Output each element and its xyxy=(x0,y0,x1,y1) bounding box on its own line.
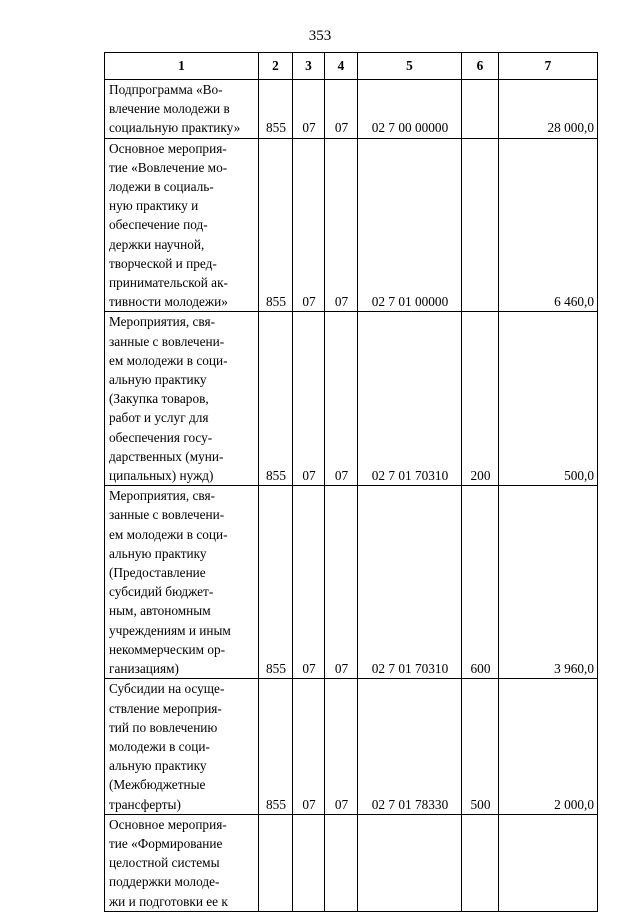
cell-code: 855 xyxy=(259,679,293,814)
cell-section xyxy=(293,814,325,911)
cell-amount: 2 000,0 xyxy=(499,679,598,814)
table-row xyxy=(105,312,598,486)
row-name: Основное мероприя- тие «Формирование целостной системы поддержки молоде- жи и подготовки ее к xyxy=(105,814,259,911)
table-header-row xyxy=(105,53,598,80)
row-name: Субсидии на осуще- ствление мероприя- тий по вовлечению молодежи в соци- альную практику (Межбюджетные трансферты) xyxy=(105,679,259,814)
table-row xyxy=(105,486,598,679)
cell-subsection: 07 xyxy=(325,138,358,312)
column-header: 4 xyxy=(325,53,358,80)
column-header: 7 xyxy=(499,53,598,80)
cell-code: 855 xyxy=(259,80,293,139)
cell-target xyxy=(358,814,462,911)
cell-expense-type: 200 xyxy=(462,312,499,486)
cell-target: 02 7 01 70310 xyxy=(358,486,462,679)
row-name: Мероприятия, свя- занные с вовлечени- ем молодежи в соци- альную практику (Закупка товаров, работ и услуг для обеспечения госу- дарственных (муни- ципальных) нужд) xyxy=(105,312,259,486)
cell-section: 07 xyxy=(293,80,325,139)
cell-amount: 500,0 xyxy=(499,312,598,486)
cell-amount xyxy=(499,814,598,911)
cell-target: 02 7 01 70310 xyxy=(358,312,462,486)
table-row xyxy=(105,138,598,312)
cell-subsection xyxy=(325,814,358,911)
cell-section: 07 xyxy=(293,138,325,312)
cell-section: 07 xyxy=(293,679,325,814)
cell-amount: 6 460,0 xyxy=(499,138,598,312)
column-header: 2 xyxy=(259,53,293,80)
page-number: 353 xyxy=(308,28,332,44)
cell-expense-type: 600 xyxy=(462,486,499,679)
cell-target: 02 7 00 00000 xyxy=(358,80,462,139)
cell-amount: 28 000,0 xyxy=(499,80,598,139)
cell-target: 02 7 01 00000 xyxy=(358,138,462,312)
cell-subsection: 07 xyxy=(325,80,358,139)
column-header: 5 xyxy=(358,53,462,80)
column-header: 6 xyxy=(462,53,499,80)
cell-section: 07 xyxy=(293,486,325,679)
cell-expense-type xyxy=(462,80,499,139)
column-header: 1 xyxy=(105,53,259,80)
cell-code: 855 xyxy=(259,312,293,486)
cell-code: 855 xyxy=(259,138,293,312)
column-header: 3 xyxy=(293,53,325,80)
budget-table xyxy=(104,52,598,912)
row-name: Мероприятия, свя- занные с вовлечени- ем молодежи в соци- альную практику (Предоставление субсидий бюджет- ным, автономным учреждениям и иным некоммерческим ор- ганизациям) xyxy=(105,486,259,679)
cell-expense-type: 500 xyxy=(462,679,499,814)
table-row xyxy=(105,814,598,911)
cell-subsection: 07 xyxy=(325,486,358,679)
table-row xyxy=(105,80,598,139)
row-name: Подпрограмма «Во- влечение молодежи в социальную практику» xyxy=(105,80,259,139)
cell-amount: 3 960,0 xyxy=(499,486,598,679)
cell-code xyxy=(259,814,293,911)
cell-target: 02 7 01 78330 xyxy=(358,679,462,814)
cell-expense-type xyxy=(462,138,499,312)
row-name: Основное мероприя- тие «Вовлечение мо- лодежи в социаль- ную практику и обеспечение под- держки научной, творческой и пред- принимательской ак- тивности молодежи» xyxy=(105,138,259,312)
cell-code: 855 xyxy=(259,486,293,679)
cell-subsection: 07 xyxy=(325,679,358,814)
cell-section: 07 xyxy=(293,312,325,486)
cell-expense-type xyxy=(462,814,499,911)
cell-subsection: 07 xyxy=(325,312,358,486)
table-row xyxy=(105,679,598,814)
